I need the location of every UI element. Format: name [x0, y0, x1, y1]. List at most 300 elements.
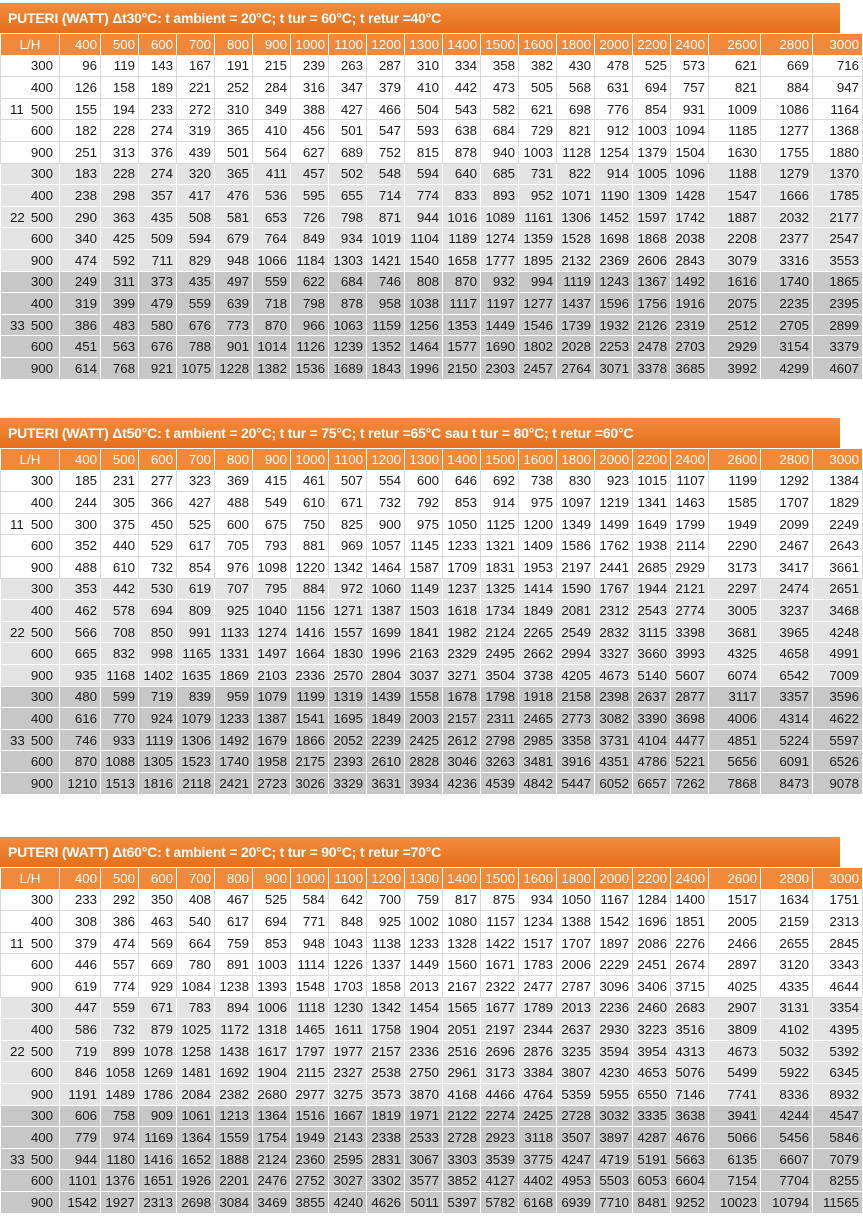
power-value-cell: 4953 [557, 1170, 595, 1192]
power-value-cell: 1503 [405, 600, 443, 622]
power-value-cell: 2395 [813, 293, 863, 315]
power-value-cell: 536 [253, 185, 291, 207]
flow-cell: 900 [1, 357, 60, 379]
power-value-cell: 5663 [671, 1148, 709, 1170]
power-value-cell: 1982 [443, 621, 481, 643]
power-value-cell: 1698 [595, 228, 633, 250]
power-value-cell: 1517 [709, 889, 761, 911]
power-value-cell: 1528 [557, 228, 595, 250]
power-value-cell: 1658 [443, 249, 481, 271]
power-value-cell: 5846 [813, 1127, 863, 1149]
power-value-cell: 1128 [557, 141, 595, 163]
power-value-cell: 600 [215, 513, 253, 535]
power-value-cell: 780 [177, 954, 215, 976]
power-value-cell: 2265 [519, 621, 557, 643]
power-value-cell: 3084 [215, 1191, 253, 1213]
power-value-cell: 2303 [481, 357, 519, 379]
power-value-cell: 6939 [557, 1191, 595, 1213]
power-value-cell: 1692 [215, 1062, 253, 1084]
power-value-cell: 770 [101, 708, 139, 730]
length-header: 900 [253, 868, 291, 890]
power-value-cell: 935 [60, 664, 101, 686]
power-value-cell: 2322 [481, 975, 519, 997]
power-value-cell: 2013 [557, 997, 595, 1019]
power-value-cell: 1393 [253, 975, 291, 997]
power-value-cell: 2319 [671, 314, 709, 336]
power-value-cell: 1038 [405, 293, 443, 315]
power-value-cell: 2032 [761, 206, 813, 228]
table-row [1, 185, 863, 207]
flow-cell [1, 1040, 60, 1062]
power-value-cell: 1513 [101, 772, 139, 794]
length-header: 2600 [709, 34, 761, 56]
power-value-cell: 1865 [813, 271, 863, 293]
power-value-cell: 3032 [595, 1105, 633, 1127]
power-value-cell: 1271 [329, 600, 367, 622]
power-value-cell: 642 [329, 889, 367, 911]
power-value-cell: 808 [405, 271, 443, 293]
power-value-cell: 1944 [633, 578, 671, 600]
table-row [1, 271, 863, 293]
power-value-cell: 350 [139, 889, 177, 911]
flow-cell [1, 621, 60, 643]
power-value-cell: 934 [329, 228, 367, 250]
radiator-type-label: 22 [10, 624, 25, 640]
power-value-cell: 1751 [813, 889, 863, 911]
power-value-cell: 998 [139, 643, 177, 665]
power-value-cell: 566 [60, 621, 101, 643]
power-value-cell: 2239 [367, 729, 405, 751]
power-value-cell: 969 [329, 535, 367, 557]
power-value-cell: 474 [101, 932, 139, 954]
power-value-cell: 1306 [557, 206, 595, 228]
power-value-cell: 1679 [253, 729, 291, 751]
power-value-cell: 292 [101, 889, 139, 911]
power-value-cell: 4673 [595, 664, 633, 686]
power-value-cell: 2208 [709, 228, 761, 250]
power-value-cell: 4230 [595, 1062, 633, 1084]
power-value-cell: 1634 [761, 889, 813, 911]
power-value-cell: 1546 [519, 314, 557, 336]
power-value-cell: 592 [101, 249, 139, 271]
power-value-cell: 272 [177, 98, 215, 120]
power-value-cell: 3417 [761, 556, 813, 578]
flow-cell [1, 1148, 60, 1170]
power-value-cell: 1492 [215, 729, 253, 751]
power-value-cell: 3660 [633, 643, 671, 665]
power-value-cell: 878 [329, 293, 367, 315]
length-header: 2400 [671, 868, 709, 890]
power-value-cell: 582 [481, 98, 519, 120]
power-value-cell: 1220 [291, 556, 329, 578]
power-value-cell: 1165 [177, 643, 215, 665]
power-value-cell: 1422 [481, 932, 519, 954]
power-value-cell: 3131 [761, 997, 813, 1019]
power-value-cell: 1191 [60, 1083, 101, 1105]
power-value-cell: 2297 [709, 578, 761, 600]
power-value-cell: 839 [177, 686, 215, 708]
power-value-cell: 8481 [633, 1191, 671, 1213]
power-value-cell: 3685 [671, 357, 709, 379]
flow-cell: 600 [1, 535, 60, 557]
power-value-cell: 1119 [557, 271, 595, 293]
power-value-cell: 1421 [367, 249, 405, 271]
power-value-cell: 1400 [671, 889, 709, 911]
power-value-cell: 462 [60, 600, 101, 622]
power-value-cell: 3071 [595, 357, 633, 379]
power-value-cell: 1071 [557, 185, 595, 207]
power-value-cell: 5032 [761, 1040, 813, 1062]
power-value-cell: 832 [101, 643, 139, 665]
power-value-cell: 731 [519, 163, 557, 185]
power-value-cell: 461 [291, 470, 329, 492]
power-value-cell: 442 [101, 578, 139, 600]
power-value-cell: 2006 [557, 954, 595, 976]
power-value-cell: 1868 [633, 228, 671, 250]
table-row [1, 470, 863, 492]
power-value-cell: 776 [595, 98, 633, 120]
table-row [1, 932, 863, 954]
power-value-cell: 410 [405, 77, 443, 99]
power-value-cell: 233 [60, 889, 101, 911]
power-value-cell: 215 [253, 55, 291, 77]
power-value-cell: 5359 [557, 1083, 595, 1105]
power-value-cell: 2157 [367, 1040, 405, 1062]
power-value-cell: 1019 [367, 228, 405, 250]
power-value-cell: 1777 [481, 249, 519, 271]
table-row [1, 513, 863, 535]
power-value-cell: 2460 [633, 997, 671, 1019]
power-value-cell: 1904 [253, 1062, 291, 1084]
power-value-cell: 1630 [709, 141, 761, 163]
power-value-cell: 263 [329, 55, 367, 77]
power-value-cell: 1547 [709, 185, 761, 207]
power-value-cell: 1277 [761, 120, 813, 142]
power-value-cell: 3596 [813, 686, 863, 708]
power-value-cell: 2038 [671, 228, 709, 250]
power-value-cell: 1565 [443, 997, 481, 1019]
power-value-cell: 994 [519, 271, 557, 293]
table-row [1, 1062, 863, 1084]
power-value-cell: 5224 [761, 729, 813, 751]
power-value-cell: 3807 [557, 1062, 595, 1084]
power-value-cell: 580 [139, 314, 177, 336]
power-value-cell: 2538 [367, 1062, 405, 1084]
power-value-cell: 1754 [253, 1127, 291, 1149]
power-value-cell: 382 [519, 55, 557, 77]
length-header: 600 [139, 449, 177, 471]
power-value-cell: 764 [253, 228, 291, 250]
power-value-cell: 3631 [367, 772, 405, 794]
power-value-cell: 1463 [671, 492, 709, 514]
flow-cell: 600 [1, 228, 60, 250]
power-value-cell: 2477 [519, 975, 557, 997]
power-value-cell: 1977 [329, 1040, 367, 1062]
power-value-cell: 6526 [813, 751, 863, 773]
power-value-cell: 1416 [291, 621, 329, 643]
power-value-cell: 1274 [481, 228, 519, 250]
power-value-cell: 502 [329, 163, 367, 185]
power-value-cell: 1169 [139, 1127, 177, 1149]
power-value-cell: 427 [177, 492, 215, 514]
power-value-cell: 559 [177, 293, 215, 315]
power-value-cell: 1465 [291, 1019, 329, 1041]
flow-cell: 600 [1, 336, 60, 358]
power-value-cell: 4248 [813, 621, 863, 643]
power-value-cell: 707 [215, 578, 253, 600]
power-value-cell: 189 [139, 77, 177, 99]
power-value-cell: 5397 [443, 1191, 481, 1213]
power-value-cell: 2512 [709, 314, 761, 336]
power-value-cell: 3357 [761, 686, 813, 708]
power-value-cell: 578 [101, 600, 139, 622]
table-row [1, 1019, 863, 1041]
power-value-cell: 1798 [481, 686, 519, 708]
power-value-cell: 694 [633, 77, 671, 99]
power-value-cell: 1256 [405, 314, 443, 336]
power-value-cell: 669 [761, 55, 813, 77]
power-value-cell: 1695 [329, 708, 367, 730]
power-value-cell: 185 [60, 470, 101, 492]
power-value-cell: 714 [367, 185, 405, 207]
power-value-cell: 2329 [443, 643, 481, 665]
power-value-cell: 363 [101, 206, 139, 228]
power-value-cell: 4240 [329, 1191, 367, 1213]
power-value-cell: 2276 [671, 932, 709, 954]
power-value-cell: 1379 [633, 141, 671, 163]
power-value-cell: 435 [139, 206, 177, 228]
power-value-cell: 573 [671, 55, 709, 77]
power-value-cell: 4025 [709, 975, 761, 997]
power-value-cell: 3354 [813, 997, 863, 1019]
power-value-cell: 439 [177, 141, 215, 163]
power-value-cell: 932 [481, 271, 519, 293]
power-value-cell: 3594 [595, 1040, 633, 1062]
power-value-cell: 1895 [519, 249, 557, 271]
power-value-cell: 5221 [671, 751, 709, 773]
table-row [1, 889, 863, 911]
power-value-cell: 274 [139, 120, 177, 142]
length-header: 1000 [291, 449, 329, 471]
power-value-cell: 3934 [405, 772, 443, 794]
power-value-cell: 4644 [813, 975, 863, 997]
power-value-cell: 300 [60, 513, 101, 535]
power-value-cell: 411 [253, 163, 291, 185]
flow-cell: 300 [1, 889, 60, 911]
power-value-cell: 621 [709, 55, 761, 77]
power-value-cell: 543 [443, 98, 481, 120]
power-value-cell: 2680 [253, 1083, 291, 1105]
power-value-cell: 1149 [405, 578, 443, 600]
power-value-cell: 2662 [519, 643, 557, 665]
power-value-cell: 320 [177, 163, 215, 185]
power-value-cell: 277 [139, 470, 177, 492]
power-value-cell: 606 [60, 1105, 101, 1127]
power-value-cell: 4466 [481, 1083, 519, 1105]
power-value-cell: 7741 [709, 1083, 761, 1105]
power-value-cell: 440 [101, 535, 139, 557]
power-value-cell: 1277 [519, 293, 557, 315]
power-value-cell: 3037 [405, 664, 443, 686]
power-value-cell: 1319 [329, 686, 367, 708]
power-value-cell: 2382 [215, 1083, 253, 1105]
power-value-cell: 3026 [291, 772, 329, 794]
power-value-cell: 1321 [481, 535, 519, 557]
power-value-cell: 3117 [709, 686, 761, 708]
power-value-cell: 3082 [595, 708, 633, 730]
power-value-cell: 3504 [481, 664, 519, 686]
power-value-cell: 308 [60, 911, 101, 933]
length-header: 1400 [443, 34, 481, 56]
power-value-cell: 719 [60, 1040, 101, 1062]
power-value-cell: 3223 [633, 1019, 671, 1041]
power-value-cell: 1932 [595, 314, 633, 336]
power-value-cell: 1492 [671, 271, 709, 293]
power-value-cell: 675 [253, 513, 291, 535]
power-value-cell: 1841 [405, 621, 443, 643]
power-value-cell: 480 [60, 686, 101, 708]
power-value-cell: 793 [253, 535, 291, 557]
power-value-cell: 2899 [813, 314, 863, 336]
power-value-cell: 457 [291, 163, 329, 185]
power-value-cell: 2705 [761, 314, 813, 336]
length-header: 3000 [813, 868, 863, 890]
power-value-cell: 1949 [709, 513, 761, 535]
power-value-cell: 319 [60, 293, 101, 315]
length-header: 500 [101, 868, 139, 890]
power-value-cell: 3235 [557, 1040, 595, 1062]
power-value-cell: 1542 [595, 911, 633, 933]
power-value-cell: 305 [101, 492, 139, 514]
power-value-cell: 5656 [709, 751, 761, 773]
power-value-cell: 2157 [443, 708, 481, 730]
power-value-cell: 1504 [671, 141, 709, 163]
power-value-cell: 2143 [329, 1127, 367, 1149]
power-value-cell: 1107 [671, 470, 709, 492]
power-value-cell: 1258 [177, 1040, 215, 1062]
power-value-cell: 1585 [709, 492, 761, 514]
power-value-cell: 676 [177, 314, 215, 336]
power-value-cell: 684 [329, 271, 367, 293]
power-value-cell: 3005 [709, 600, 761, 622]
power-value-cell: 2121 [671, 578, 709, 600]
power-value-cell: 2197 [481, 1019, 519, 1041]
power-value-cell: 1006 [253, 997, 291, 1019]
power-value-cell: 1016 [443, 206, 481, 228]
power-value-cell: 1707 [761, 492, 813, 514]
power-value-cell: 1138 [367, 932, 405, 954]
power-value-cell: 1740 [215, 751, 253, 773]
power-value-cell: 4236 [443, 772, 481, 794]
length-header: 700 [177, 868, 215, 890]
power-value-cell: 509 [139, 228, 177, 250]
power-value-cell: 1331 [215, 643, 253, 665]
power-value-cell: 2158 [557, 686, 595, 708]
power-value-cell: 3507 [557, 1127, 595, 1149]
power-value-cell: 711 [139, 249, 177, 271]
power-value-cell: 463 [139, 911, 177, 933]
power-value-cell: 2369 [595, 249, 633, 271]
power-value-cell: 2013 [405, 975, 443, 997]
length-header: 1100 [329, 34, 367, 56]
power-value-cell: 4477 [671, 729, 709, 751]
power-value-cell: 669 [139, 954, 177, 976]
power-value-cell: 1359 [519, 228, 557, 250]
power-value-cell: 1157 [481, 911, 519, 933]
length-header: 500 [101, 449, 139, 471]
length-header: 500 [101, 34, 139, 56]
power-value-cell: 1958 [253, 751, 291, 773]
power-value-cell: 2773 [557, 708, 595, 730]
length-header: 1500 [481, 868, 519, 890]
power-value-cell: 850 [139, 621, 177, 643]
length-header: 1100 [329, 868, 367, 890]
power-value-cell: 1096 [671, 163, 709, 185]
length-header: 2400 [671, 449, 709, 471]
power-value-cell: 1536 [291, 357, 329, 379]
power-value-cell: 7079 [813, 1148, 863, 1170]
power-value-cell: 2229 [595, 954, 633, 976]
power-value-cell: 8255 [813, 1170, 863, 1192]
power-value-cell: 3715 [671, 975, 709, 997]
power-value-cell: 768 [101, 357, 139, 379]
power-value-cell: 2311 [481, 708, 519, 730]
power-value-cell: 774 [101, 975, 139, 997]
power-value-cell: 912 [595, 120, 633, 142]
power-value-cell: 6074 [709, 664, 761, 686]
power-value-cell: 311 [101, 271, 139, 293]
power-value-cell: 1699 [367, 621, 405, 643]
power-value-cell: 2651 [813, 578, 863, 600]
power-value-cell: 759 [215, 932, 253, 954]
power-value-cell: 2516 [443, 1040, 481, 1062]
table-row [1, 997, 863, 1019]
table-row [1, 120, 863, 142]
power-value-cell: 504 [405, 98, 443, 120]
power-value-cell: 2876 [519, 1040, 557, 1062]
power-value-cell: 1104 [405, 228, 443, 250]
power-value-cell: 1888 [215, 1148, 253, 1170]
power-value-cell: 4104 [633, 729, 671, 751]
power-value-cell: 183 [60, 163, 101, 185]
flow-cell [1, 314, 60, 336]
power-value-cell: 1414 [519, 578, 557, 600]
length-header: 1200 [367, 868, 405, 890]
power-value-cell: 6604 [671, 1170, 709, 1192]
power-value-cell: 639 [215, 293, 253, 315]
power-value-cell: 2547 [813, 228, 863, 250]
power-value-cell: 870 [60, 751, 101, 773]
power-value-cell: 716 [813, 55, 863, 77]
power-value-cell: 1190 [595, 185, 633, 207]
length-header: 1300 [405, 34, 443, 56]
power-value-cell: 1094 [671, 120, 709, 142]
power-value-cell: 479 [139, 293, 177, 315]
power-value-cell: 5066 [709, 1127, 761, 1149]
power-value-cell: 1767 [595, 578, 633, 600]
power-value-cell: 352 [60, 535, 101, 557]
power-value-cell: 3516 [671, 1019, 709, 1041]
length-header: 2600 [709, 449, 761, 471]
length-header: 2200 [633, 868, 671, 890]
power-value-cell: 3965 [761, 621, 813, 643]
power-value-cell: 947 [813, 77, 863, 99]
length-header: 3000 [813, 449, 863, 471]
power-value-cell: 3379 [813, 336, 863, 358]
power-value-cell: 4313 [671, 1040, 709, 1062]
table-row [1, 1191, 863, 1213]
power-value-cell: 369 [215, 470, 253, 492]
